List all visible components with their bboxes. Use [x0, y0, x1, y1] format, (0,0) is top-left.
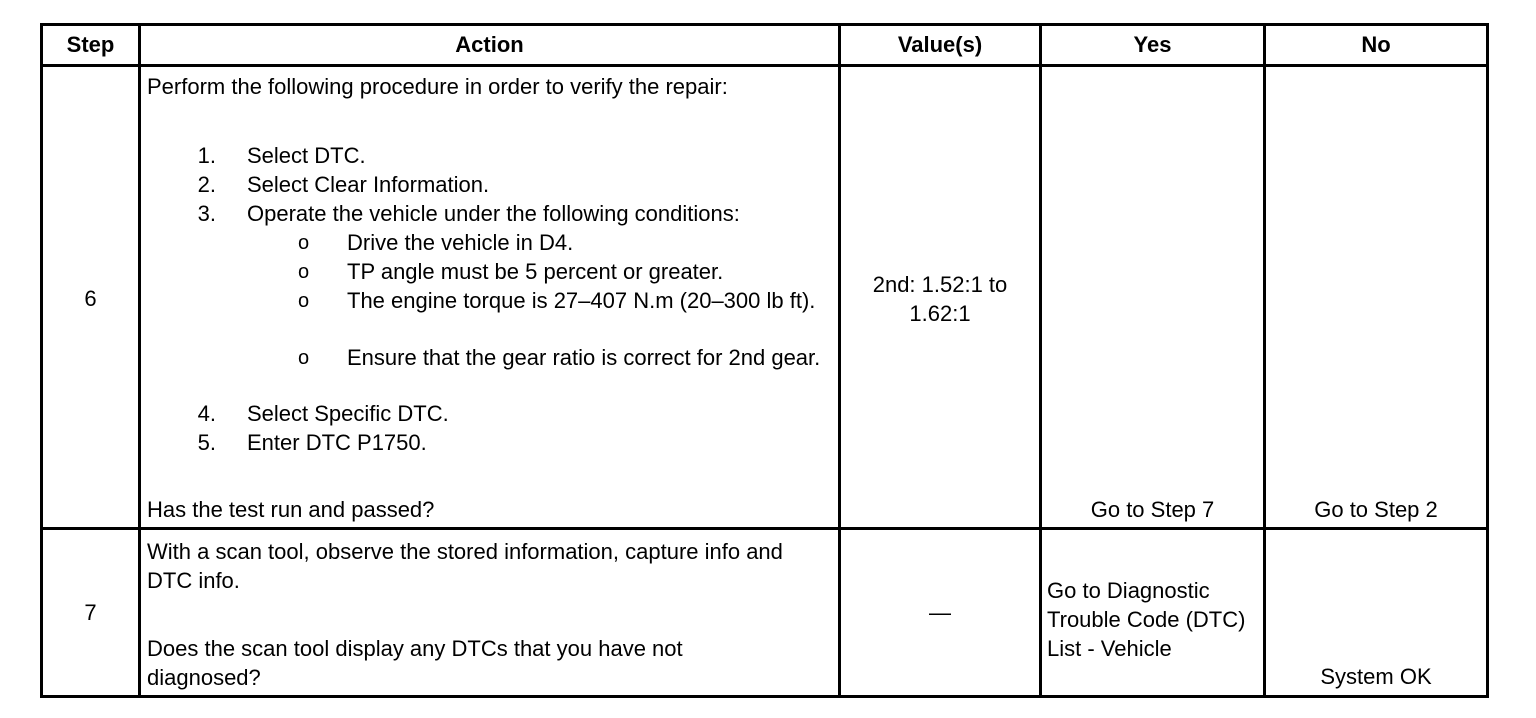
step-text: Select Clear Information.	[247, 172, 490, 197]
column-divider	[838, 23, 841, 698]
step-number: 6	[84, 286, 97, 311]
procedure-text: With a scan tool, observe the stored information, capture info and DTC info.	[147, 539, 783, 593]
step-index: 1.	[197, 143, 216, 168]
column-divider	[138, 23, 141, 698]
step-index: 3.	[197, 201, 216, 226]
value-none: —	[929, 600, 951, 625]
header-step: Step	[66, 32, 115, 57]
step-number: 7	[84, 600, 97, 625]
step-text: Select Specific DTC.	[247, 401, 449, 426]
bullet-icon: o	[298, 261, 310, 283]
no-action: Go to Step 2	[1314, 497, 1438, 522]
condition-text: TP angle must be 5 percent or greater.	[347, 259, 724, 284]
test-question: Does the scan tool display any DTCs that you have not diagnosed?	[147, 636, 683, 690]
step-text: Enter DTC P1750.	[247, 430, 427, 455]
no-action: System OK	[1320, 664, 1432, 689]
header-yes: Yes	[1133, 32, 1172, 57]
header-action: Action	[455, 32, 524, 57]
step-text: Select DTC.	[247, 143, 366, 168]
yes-action: Go to Diagnostic Trouble Code (DTC) List - Vehicle	[1047, 578, 1246, 661]
bullet-icon: o	[298, 232, 310, 254]
bullet-icon: o	[298, 347, 310, 369]
column-divider	[1263, 23, 1266, 698]
gear-ratio-value: 2nd: 1.52:1 to 1.62:1	[872, 272, 1008, 326]
header-no: No	[1361, 32, 1391, 57]
condition-text: Drive the vehicle in D4.	[347, 230, 574, 255]
row-divider	[40, 64, 1489, 67]
step-index: 2.	[197, 172, 216, 197]
condition-text: Ensure that the gear ratio is correct for 2nd gear.	[347, 345, 821, 370]
column-divider	[1039, 23, 1042, 698]
yes-action: Go to Step 7	[1090, 497, 1215, 522]
bullet-icon: o	[298, 290, 310, 312]
step-index: 4.	[197, 401, 216, 426]
condition-text: The engine torque is 27–407 N.m (20–300 lb ft).	[347, 288, 816, 313]
header-values: Value(s)	[897, 32, 983, 57]
test-question: Has the test run and passed?	[147, 497, 435, 522]
step-index: 5.	[197, 430, 216, 455]
step-text: Operate the vehicle under the following conditions:	[247, 201, 740, 226]
procedure-intro: Perform the following procedure in order to verify the repair:	[147, 74, 728, 99]
row-divider	[40, 527, 1489, 530]
